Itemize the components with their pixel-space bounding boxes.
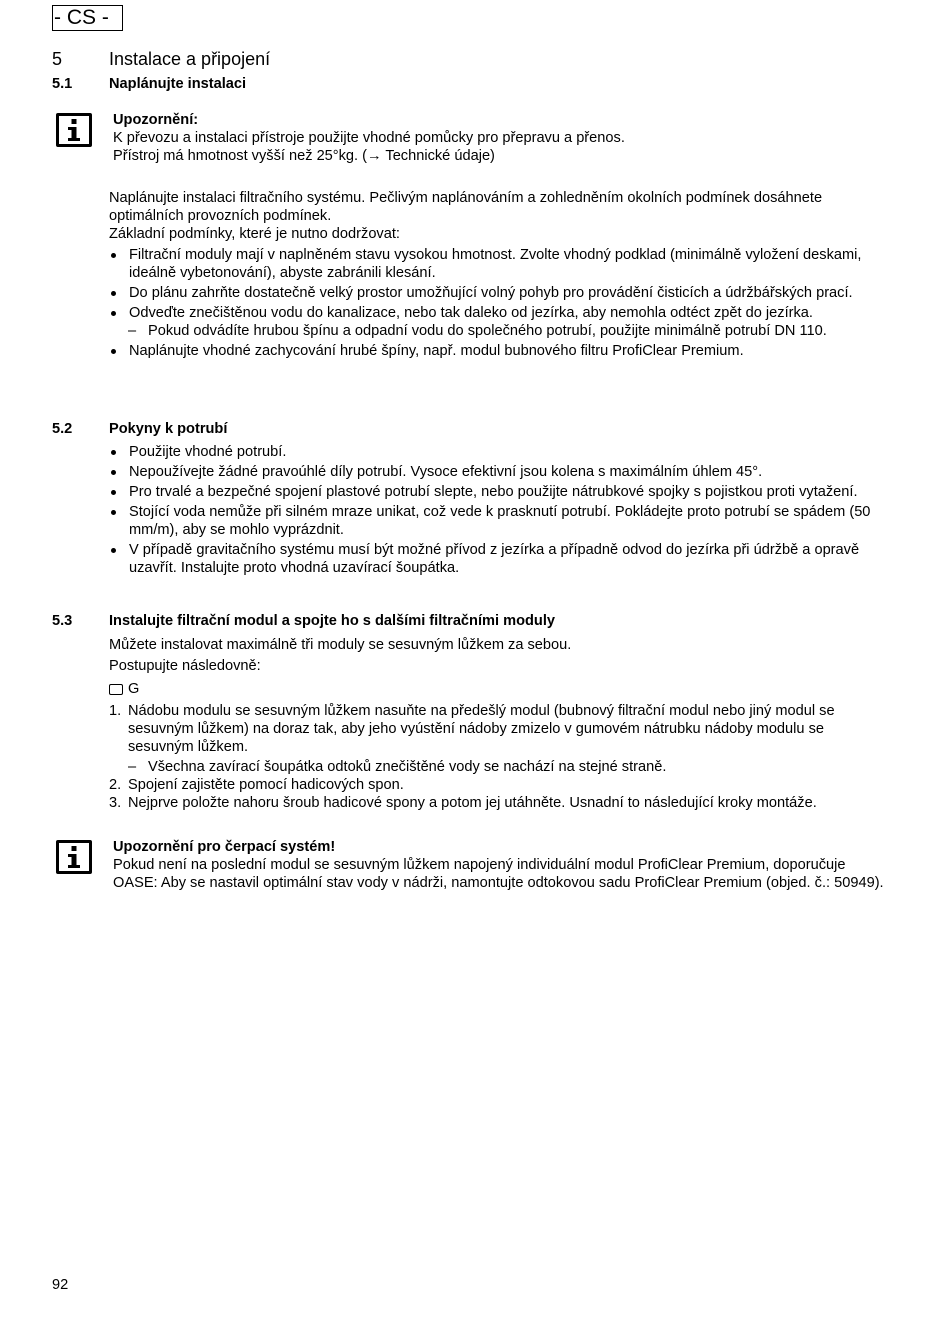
section-5-3-body <box>109 636 892 812</box>
step-number: 1. <box>109 703 122 719</box>
list-item: V případě gravitačního systému musí být možné přívod z jezírka a případně odvod do jezírka při údržbě a opravě uzavřít. Instalujte proto vhodná uzavírací šoupátka. <box>109 541 892 577</box>
conditions-list <box>109 246 892 360</box>
note-line: Přístroj má hmotnost vyšší než 25°kg. (→ Technické údaje) <box>113 148 495 164</box>
section-5-1-body <box>109 189 892 362</box>
section-title: Pokyny k potrubí <box>109 421 228 437</box>
section-number: 5.2 <box>52 421 73 437</box>
pump-system-note <box>113 838 892 892</box>
section-number: 5.1 <box>52 76 73 92</box>
step-text: Nádobu modulu se sesuvným lůžkem nasuňte na předešlý modul (bubnový filtrační modul nebo jiný modul se sesuvným lůžkem) na doraz tak, aby jeho vyústění nádoby zmizelo v gumovém nátrubku nádoby modulu se sesuvným lůžkem. <box>128 703 835 755</box>
step-item <box>109 702 892 776</box>
intro-paragraph: Naplánujte instalaci filtračního systému. Pečlivým naplánováním a zohledněním okolních podmínek dosáhnete optimálních provozních podmínek. <box>109 190 823 224</box>
step-text: Spojení zajistěte pomocí hadicových spon. <box>128 777 404 793</box>
section-5-2-heading <box>52 420 227 438</box>
page-number: 92 <box>52 1277 69 1293</box>
paragraph: Můžete instalovat maximálně tři moduly se sesuvným lůžkem za sebou. <box>109 637 572 653</box>
conditions-label: Základní podmínky, které je nutno dodržovat: <box>109 226 400 242</box>
note-text: Pokud není na poslední modul se sesuvným lůžkem napojený individuální modul ProfiClear Premium, doporučuje OASE: Aby se nastavil optimální stav vody v nádrži, namontujte odtokovou sadu ProfiClear Premium (objed. č.: 50949). <box>113 857 884 891</box>
section-title: Naplánujte instalaci <box>109 76 247 92</box>
section-number: 5 <box>52 49 63 69</box>
note-line: K převozu a instalaci přístroje použijte vhodné pomůcky pro přepravu a přenos. <box>113 130 625 146</box>
list-item: Odveďte znečištěnou vodu do kanalizace, nebo tak daleko od jezírka, aby nemohla odtéct zpět do jezírka. – Pokud odvádíte hrubou špínu a odpadní vodu do společného potrubí, použijte minimálně potrubí DN 110. <box>109 304 892 340</box>
figure-box-icon <box>109 684 123 695</box>
info-icon <box>56 113 92 147</box>
step-item <box>109 794 892 812</box>
step-number: 2. <box>109 777 122 793</box>
section-title: Instalujte filtrační modul a spojte ho s dalšími filtračními moduly <box>109 613 555 629</box>
list-item: Do plánu zahrňte dostatečně velký prostor umožňující volný pohyb pro provádění čisticích a údržbářských prací. <box>109 284 892 302</box>
list-item: Pro trvalé a bezpečné spojení plastové potrubí slepte, nebo použijte nátrubkové spojky s pojistkou proti vytažení. <box>109 483 892 501</box>
paragraph: Postupujte následovně: <box>109 658 261 674</box>
language-badge: - CS - <box>52 5 123 31</box>
step-number: 3. <box>109 795 122 811</box>
section-5-3-heading <box>52 612 555 630</box>
pipe-guidelines-list <box>109 443 892 577</box>
section-5-2-body <box>109 443 892 579</box>
list-item: Použijte vhodné potrubí. <box>109 443 892 461</box>
step-item <box>109 776 892 794</box>
installation-note <box>113 111 892 165</box>
section-5-1-heading <box>52 75 246 93</box>
section-title: Instalace a připojení <box>109 49 271 69</box>
sub-list-item: – Pokud odvádíte hrubou špínu a odpadní vodu do společného potrubí, použijte minimálně potrubí DN 110. <box>109 322 892 340</box>
list-item: Naplánujte vhodné zachycování hrubé špíny, např. modul bubnového filtru ProfiClear Premium. <box>109 342 892 360</box>
step-text: Nejprve položte nahoru šroub hadicové spony a potom jej utáhněte. Usnadní to následující kroky montáže. <box>128 795 817 811</box>
figure-label: G <box>128 681 140 697</box>
list-item: Stojící voda nemůže při silném mraze unikat, což vede k prasknutí potrubí. Pokládejte proto potrubí se spádem (50 mm/m), aby se mohlo vyprázdnit. <box>109 503 892 539</box>
figure-reference <box>109 680 892 698</box>
section-5-heading <box>52 50 270 68</box>
installation-steps <box>109 702 892 812</box>
list-item: Nepoužívejte žádné pravoúhlé díly potrubí. Vysoce efektivní jsou kolena s maximálním úhlem 45°. <box>109 463 892 481</box>
sub-list-item: – Všechna zavírací šoupátka odtoků znečištěné vody se nachází na stejné straně. <box>109 758 892 776</box>
note-title: Upozornění: <box>113 112 199 128</box>
section-number: 5.3 <box>52 613 73 629</box>
note-title: Upozornění pro čerpací systém! <box>113 839 336 855</box>
info-icon <box>56 840 92 874</box>
list-item: Filtrační moduly mají v naplněném stavu vysokou hmotnost. Zvolte vhodný podklad (minimálně vyložení deskami, ideálně vybetonování), abyste zabránili klesání. <box>109 246 892 282</box>
